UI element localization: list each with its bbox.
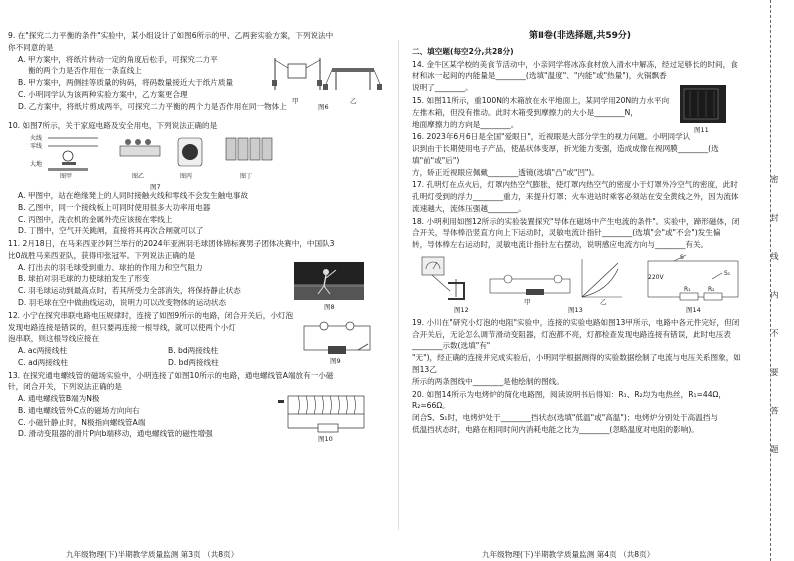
q13-option-c: C. 小磁针静止时，N极指向螺线管A端 (18, 417, 146, 427)
q15-line-1: 15. 如图11所示，重100N的木箱放在水平地面上，某同学用20N的力水平向 (412, 96, 670, 105)
figure-7-caption: 图7 (150, 183, 161, 192)
figure-14-caption: 图14 (686, 305, 701, 314)
q14-line-1: 14. 金牛区某学校的美食节活动中，小亲同学将冰冻食材放入清水中解冻，经过足够长的时间，食 (412, 59, 738, 69)
left-page (8, 30, 384, 560)
q9-option-b: B. 甲方案中，两侧挂等质量的钩码，将码数量接近大于纸片质量 (18, 78, 234, 88)
figure-7-label-d: 图丁 (240, 173, 253, 181)
q19-line-3: "无")，经正确的连接并完成实验后，小明同学根据测得的实验数据绘制了电流与电压关系图象，如图13乙 (412, 353, 741, 375)
figure-8-photo (294, 262, 364, 300)
figure-9-drawing (298, 316, 378, 356)
q13-stem2: 针，闭合开关，下列说法正确的是 (8, 382, 122, 392)
figure-14-r1: R₁ (684, 285, 691, 293)
q12-option-b: B. bd两接线柱 (168, 346, 219, 356)
q15-line-2: 左推木箱，但没有推动。此时木箱受到摩擦力的大小是________N， (412, 107, 638, 117)
figure-10 (278, 392, 378, 442)
q12-option-d: D. bd两接线柱 (168, 357, 219, 367)
question-11 (8, 238, 384, 312)
question-10 (8, 120, 384, 237)
q9-option-a-cont: 衡的两个力是否作用在一条直线上 (28, 66, 142, 76)
q18-line-1: 18. 小明利用如图12所示的实验装置探究"导体在磁场中产生电流的条件"。实验中，蹄形磁体，闭 (412, 216, 740, 226)
part-title: 第Ⅱ卷(非选择题,共59分) (528, 31, 632, 41)
q11-option-c: C. 羽毛球运动到最高点时，若其所受力全部消失，将保持静止状态 (18, 286, 241, 296)
figures-12-14 (412, 253, 748, 315)
figures-12-14-drawing (412, 253, 748, 305)
q12-stem3: 泡串联，则这根导线应接在 (8, 334, 100, 344)
figure-6-drawing (270, 50, 382, 100)
q10-option-b: B. 乙图中，同一个接线板上可同时使用很多大功率用电器 (18, 202, 211, 212)
q15-line-3: 地面摩擦力的方向是________。 (412, 119, 519, 129)
q17-line-2: 孔明灯受到的浮力________重力，来提升灯罩；火车进站时乘客必须站在安全黄线之外，因为流体 (412, 192, 739, 202)
figure-12-caption: 图12 (454, 305, 469, 314)
q18-line-3: 转，导体棒左右运动时，灵敏电流计指针左右摆动，说明感应电流方向与________有关。 (412, 240, 709, 250)
question-18 (412, 216, 748, 251)
q9-option-d: D. 乙方案中，将纸片剪成两半，可探究二力平衡的两个力是否作用在同一物体上 (18, 101, 287, 111)
q19-line-2: 合开关后，无论怎么调节滑动变阻器，灯泡都不亮，灯都检查发现电路连接有错误，此时电压表________示数(选填"有" (412, 329, 731, 351)
q19-line-4: 所示的两条图线中________是他绘制的图线。 (412, 376, 564, 386)
q9-stem2: 你不同意的是 (8, 42, 54, 52)
figure-8-caption: 图8 (324, 303, 335, 312)
q13-option-b: B. 通电螺线管外C点的磁场方向向右 (18, 405, 140, 415)
question-9 (8, 30, 384, 112)
page-divider (398, 40, 399, 530)
q13-option-d: D. 滑动变阻器的滑片P向b端移动，通电螺线管的磁性增强 (18, 429, 213, 439)
q20-line-2: 闭合S、S₁时，电烤炉处于________挡状态(选填"低温"或"高温")；电烤炉分别处于高温挡与 (412, 413, 718, 423)
q17-line-1: 17. 孔明灯在点火后，灯罩内热空气膨胀，使灯罩内热空气的密度小于灯罩外冷空气的密度，此时 (412, 180, 738, 190)
q16-line-1: 16. 2023年6月6日是全国"爱眼日"，近视眼是大部分学生的视力问题。小明同学认 (412, 132, 691, 142)
figure-10-caption: 图10 (318, 434, 333, 443)
q9-option-a: A. 甲方案中，将纸片转动一定的角度后松手，可探究二力平 (18, 54, 218, 64)
figure-6-caption: 图6 (318, 103, 329, 111)
q17-line-3: 流速越大，流体压强越________。 (412, 203, 526, 213)
figure-7-ground: 大地 (30, 161, 43, 169)
question-12 (8, 310, 384, 369)
q11-option-a: A. 打出去的羽毛球受到重力、球拍的作用力和空气阻力 (18, 262, 203, 272)
q19-line-1: 19. 小川在"研究小灯泡的电阻"实验中，连接的实验电路如图13甲所示，电路中各元件完好，但闭 (412, 317, 740, 327)
question-15 (412, 95, 748, 134)
q11-option-d: D. 羽毛球在空中做曲线运动，说明力可以改变物体的运动状态 (18, 298, 227, 308)
q11-stem: 11. 2月18日，在马来西亚沙阿兰举行的2024年亚洲羽毛球团体锦标赛男子团体决赛中，中国队3 (8, 239, 335, 249)
figure-7 (28, 132, 384, 192)
right-page (412, 30, 748, 560)
figure-6 (270, 50, 382, 110)
right-footer: 九年级物理(下)半期教学质量监测 第4页 （共8页） (482, 550, 655, 560)
q13-stem: 13. 在探究通电螺线管的磁场实验中，小明连接了如图10所示的电路，通电螺线管A端放有一小磁 (8, 370, 334, 380)
figure-10-drawing (278, 392, 378, 434)
figure-14-r2: R₂ (708, 285, 715, 293)
figure-7-label-a: 图甲 (60, 173, 73, 181)
q10-option-c: C. 丙图中，洗衣机的金属外壳应该接在零线上 (18, 214, 173, 224)
figure-9 (298, 316, 378, 365)
figure-7-drawing (28, 132, 288, 174)
q12-stem: 12. 小宁在探究串联电路电压规律时，连接了如图9所示的电路，闭合开关后，小灯泡 (8, 310, 294, 320)
figure-14-switch-s: S (680, 253, 684, 261)
seal-text: 密 封 线 内 不 要 答 题 (770, 175, 779, 467)
figure-6-label-b: 乙 (350, 97, 357, 105)
q20-line-1: 20. 如图14所示为电烤炉的简化电路图，阅读说明书后得知：R₁、R₂均为电热丝，R₁=44Ω，R₂=66Ω。 (412, 389, 726, 411)
question-17 (412, 179, 748, 214)
figure-6-label-a: 甲 (292, 97, 299, 105)
q10-option-d: D. 丁图中，空气开关跳闸，直接将其再次合闸就可以了 (18, 226, 204, 236)
question-20 (412, 389, 748, 436)
q18-line-2: 合开关，导体棒沿竖直方向上下运动时，灵敏电流计指针________(选填"会"或"不会")发生偏 (412, 228, 721, 238)
q20-line-3: 低温挡状态时，电路在相同时间内消耗电能之比为________(忽略温度对电阻的影响)。 (412, 424, 699, 434)
seal-strip (760, 0, 794, 561)
question-16 (412, 131, 748, 178)
figure-13-caption: 图13 (568, 305, 583, 314)
q16-line-3: 方，矫正近视眼应佩戴________透镜(选填"凸"或"凹")。 (412, 167, 599, 177)
q13-option-a: A. 通电螺线管B端为N极 (18, 394, 100, 404)
figure-7-wire-fire: 火线 (30, 135, 43, 143)
q9-stem: 9. 在"探究二力平衡的条件"实验中，某小组设计了如图6所示的甲、乙两套实验方案，下列说法中 (8, 31, 334, 40)
figure-11-caption: 图11 (694, 126, 709, 134)
figure-7-label-c: 图丙 (180, 173, 193, 181)
figure-14-voltage: 220V (648, 273, 664, 281)
question-13 (8, 370, 384, 441)
q12-stem2: 发现电路连接是错误的，但只要再连接一根导线，就可以使两个小灯 (8, 322, 236, 332)
figure-7-label-b: 图乙 (132, 173, 145, 181)
q14-line-2: 材和冰一起间的内能量是________(选填"温度"、"内能"或"热量")，火锅飘香 (412, 71, 667, 81)
figure-11-box (680, 85, 726, 123)
q11-option-b: B. 球拍对羽毛球的力使球拍发生了形变 (18, 274, 150, 284)
q16-line-2: 识到由于长期使用电子产品，使晶状体变厚，折光能力变强，造成成像在视网膜________(选填"前"或"后") (412, 144, 719, 165)
figure-7-wire-zero: 零线 (30, 143, 43, 151)
section-heading: 二、填空题(每空2分,共28分) (412, 46, 514, 56)
figure-9-caption: 图9 (330, 356, 341, 365)
q10-stem: 10. 如图7所示，关于家庭电路及安全用电，下列说法正确的是 (8, 121, 218, 131)
figure-11-drawing (680, 85, 726, 123)
question-19 (412, 317, 748, 388)
figure-14-switch-s1: S₁ (724, 269, 731, 277)
figure-13-label-b: 乙 (600, 297, 607, 306)
left-footer: 九年级物理(下)半期教学质量监测 第3页 （共8页） (66, 550, 239, 560)
q9-option-c: C. 小明同学认为该两种实验方案中，乙方案更合理 (18, 89, 188, 99)
figure-13-label-a: 甲 (524, 297, 531, 306)
q11-stem2: 比0战胜马来西亚队，获得印张冠军。下列说法正确的是 (8, 250, 196, 260)
q14-line-3: 说明了________。 (412, 83, 473, 93)
q10-option-a: A. 甲图中，站在绝缘凳上的人同时接触火线和零线不会发生触电事故 (18, 191, 249, 201)
q12-option-c: C. ad两接线柱 (18, 357, 68, 367)
figure-8-drawing (294, 262, 364, 300)
q12-option-a: A. ac两接线柱 (18, 346, 68, 356)
